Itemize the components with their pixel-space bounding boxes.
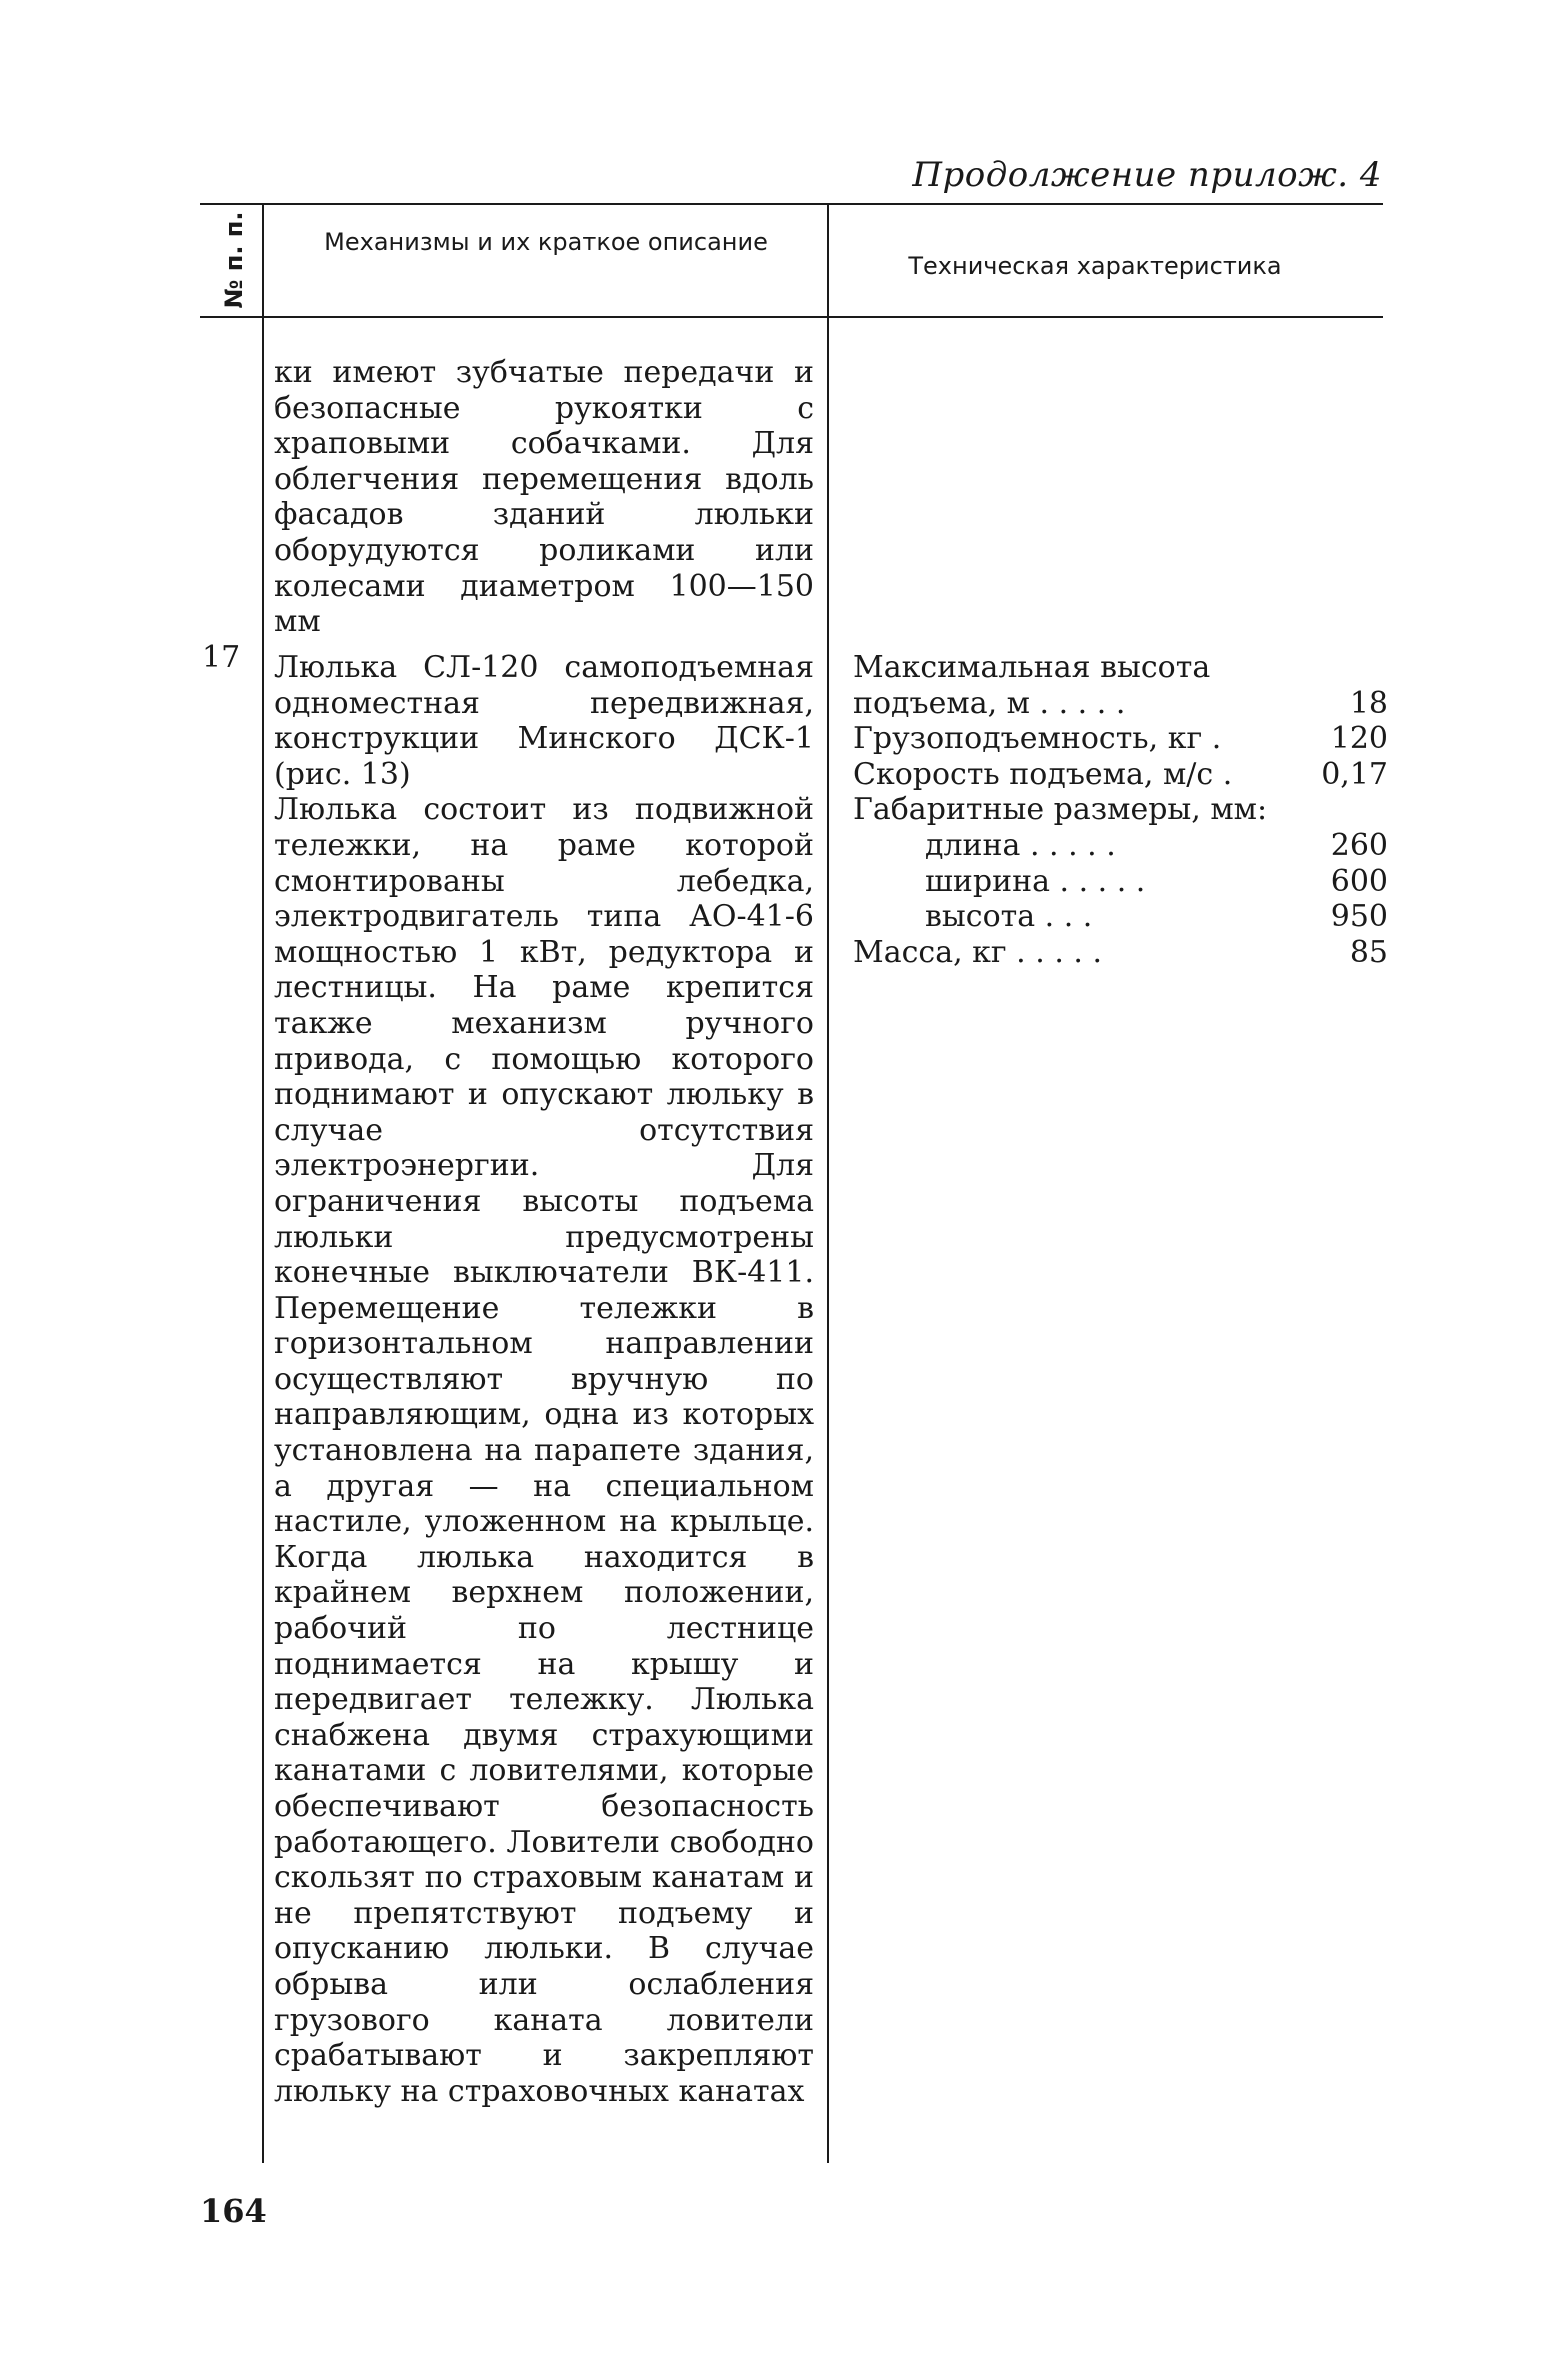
table-top-rule: [200, 203, 1383, 205]
spec-height-value: 950: [1330, 899, 1388, 935]
column-divider-left: [262, 203, 264, 2163]
spec-speed-value: 0,17: [1321, 756, 1388, 792]
spec-speed: Скорость подъема, м/с . 0,17: [853, 756, 1388, 792]
column-heading-number: № п. п.: [220, 211, 248, 309]
table-header-rule: [200, 316, 1383, 318]
spec-width: ширина . . . . . 600: [925, 863, 1388, 899]
spec-height: высота . . . 950: [925, 899, 1388, 935]
technical-specs: [853, 650, 1388, 970]
spec-mass-value: 85: [1349, 934, 1388, 970]
spec-max-height-line-1: Максимальная высота: [853, 650, 1211, 685]
entry-description: [274, 650, 814, 2109]
row-number: 17: [202, 640, 241, 675]
spec-max-height-value: 18: [1349, 685, 1388, 721]
spec-length-value: 260: [1330, 827, 1388, 863]
spec-max-height: подъема, м . . . . . 18: [853, 685, 1388, 721]
running-head: Продолжение прилож. 4: [912, 155, 1382, 195]
spec-mass: Масса, кг . . . . . 85: [853, 934, 1388, 970]
entry-title: Люлька СЛ-120 самоподъемная одноместная передвижная, конструкции Минского ДСК-1 (рис. 13): [274, 650, 814, 792]
continued-text: ки имеют зубчатые передачи и безопасные рукоятки с храповыми собачками. Для облегчения перемещения вдоль фасадов зданий люльки оборудуются роликами или колесами диаметром 100—150 мм: [274, 355, 814, 640]
continued-description: [274, 355, 814, 640]
entry-body: Люлька состоит из подвижной тележки, на раме которой смонтированы лебедка, электродвигатель типа АО-41-6 мощностью 1 кВт, редуктора и лестницы. На раме крепится также механизм ручного привода, с помощью которого поднимают и опускают люльку в случае отсутствия электроэнергии. Для ограничения высоты подъема люльки предусмотрены конечные выключатели ВК-411. Перемещение тележки в горизонтальном направлении осуществляют вручную по направляющим, одна из которых установлена на парапете здания, а другая — на специальном настиле, уложенном на крыльце. Когда люлька находится в крайнем верхнем положении, рабочий по лестнице поднимается на крышу и передвигает тележку. Люлька снабжена двумя страхующими канатами с ловителями, которые обеспечивают безопасность работающего. Ловители свободно скользят по страховым канатам и не препятствуют подъему и опусканию люльки. В случае обрыва или ослабления грузового каната ловители срабатывают и закрепляют люльку на страховочных канатах: [274, 792, 814, 2109]
column-heading-description: Механизмы и их краткое описание: [324, 228, 768, 256]
spec-capacity-value: 120: [1330, 721, 1388, 757]
column-divider-right: [827, 203, 829, 2163]
spec-dimensions: Габаритные размеры, мм:: [853, 792, 1268, 828]
spec-length: длина . . . . . 260: [925, 827, 1388, 863]
spec-width-value: 600: [1330, 863, 1388, 899]
column-heading-technical: Техническая характеристика: [908, 252, 1282, 280]
spec-capacity: Грузоподъемность, кг . 120: [853, 721, 1388, 757]
page-number: 164: [200, 2192, 267, 2230]
